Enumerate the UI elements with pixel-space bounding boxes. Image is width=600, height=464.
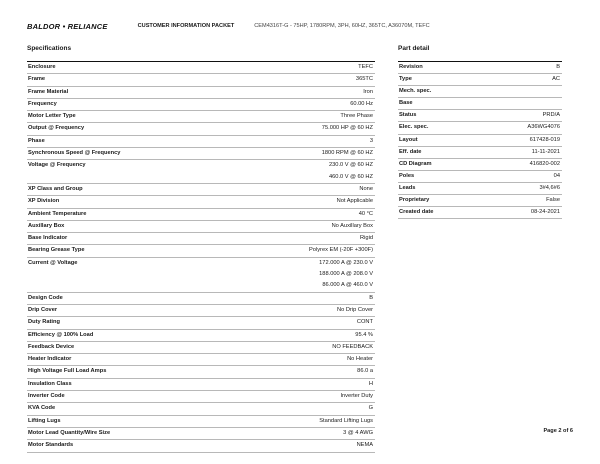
- part-values: [560, 86, 562, 97]
- spec-label: Base Indicator: [28, 235, 68, 242]
- spec-label: Frame Material: [28, 88, 69, 95]
- part-label: Revision: [399, 64, 423, 70]
- spec-row: [27, 391, 375, 403]
- spec-value: No Heater: [347, 356, 373, 363]
- spec-value: CONT: [356, 319, 373, 326]
- spec-values: [309, 245, 375, 256]
- spec-value: Rigid: [360, 235, 373, 242]
- part-detail-title: Part detail: [398, 45, 430, 52]
- part-values: [554, 171, 562, 182]
- part-values: [556, 62, 562, 73]
- spec-label: XP Class and Group: [28, 185, 83, 192]
- spec-values: [329, 160, 375, 183]
- spec-value: 3 @ 4 AWG: [343, 429, 373, 436]
- spec-row: [27, 379, 375, 391]
- spec-value: 365TC: [355, 76, 373, 83]
- spec-label: KVA Code: [28, 405, 56, 412]
- spec-row: [27, 330, 375, 342]
- part-values: [546, 195, 562, 206]
- spec-values: [369, 403, 375, 414]
- spec-row: [27, 354, 375, 366]
- spec-values: [363, 87, 375, 98]
- spec-row: [27, 366, 375, 378]
- spec-value: 172.000 A @ 230.0 V: [319, 259, 373, 266]
- spec-label: Design Code: [28, 294, 63, 301]
- spec-label: XP Division: [28, 198, 60, 205]
- part-label: CD Diagram: [399, 160, 432, 167]
- spec-label: Current @ Voltage: [28, 259, 78, 266]
- part-label: Layout: [399, 136, 418, 143]
- spec-row: [27, 416, 375, 428]
- spec-values: [370, 136, 375, 147]
- part-label: Base: [399, 100, 413, 107]
- part-value: 3#4,6#6: [539, 184, 560, 191]
- part-row: [398, 183, 562, 195]
- part-row: [398, 110, 562, 122]
- spec-row: [27, 233, 375, 245]
- spec-row: [27, 148, 375, 160]
- spec-value: H: [368, 380, 373, 387]
- part-row: [398, 195, 562, 207]
- spec-label: Lifting Lugs: [28, 417, 61, 424]
- spec-label: Heater Indicator: [28, 356, 72, 363]
- document-header: [27, 20, 587, 32]
- spec-row: [27, 184, 375, 196]
- spec-row: [27, 221, 375, 233]
- spec-values: [369, 293, 375, 304]
- spec-row: [27, 305, 375, 317]
- part-value: A36WG4076: [527, 124, 560, 131]
- specifications-title: Specifications: [27, 45, 72, 52]
- part-label: Created date: [399, 209, 434, 216]
- spec-label: Frequency: [28, 100, 57, 107]
- spec-values: [332, 342, 375, 353]
- part-values: [560, 98, 562, 109]
- spec-value: Not Applicable: [336, 198, 373, 205]
- spec-value: 188.000 A @ 208.0 V: [319, 271, 373, 278]
- spec-value: TEFC: [358, 64, 373, 70]
- part-row: [398, 171, 562, 183]
- part-label: Eff. date: [399, 148, 422, 155]
- spec-values: [332, 221, 375, 232]
- spec-row: [27, 258, 375, 293]
- spec-values: [357, 317, 375, 328]
- spec-label: Enclosure: [28, 64, 56, 70]
- part-value: B: [556, 64, 560, 70]
- spec-label: Auxillary Box: [28, 222, 65, 229]
- spec-row: [27, 136, 375, 148]
- spec-value: Three Phase: [340, 113, 373, 120]
- spec-values: [337, 305, 375, 316]
- spec-value: None: [359, 185, 373, 192]
- part-values: [531, 207, 562, 218]
- spec-value: 95.4 %: [355, 331, 373, 338]
- spec-values: [360, 233, 375, 244]
- spec-values: [359, 184, 375, 195]
- spec-label: Motor Lead Quantity/Wire Size: [28, 429, 111, 436]
- spec-values: [347, 354, 375, 365]
- spec-label: Inverter Code: [28, 393, 65, 400]
- spec-row: [27, 403, 375, 415]
- spec-row: [27, 209, 375, 221]
- spec-values: [340, 391, 375, 402]
- page-number: Page 2 of 6: [543, 428, 573, 434]
- part-values: [530, 159, 562, 170]
- spec-label: Ambient Temperature: [28, 210, 87, 217]
- spec-value: Inverter Duty: [340, 393, 373, 400]
- spec-values: [357, 366, 375, 377]
- part-row: [398, 207, 562, 219]
- part-row: [398, 74, 562, 86]
- spec-values: [337, 196, 375, 207]
- part-value: 617428-019: [529, 136, 560, 143]
- part-value: False: [546, 197, 560, 204]
- spec-value: 86.000 A @ 460.0 V: [322, 282, 373, 289]
- part-values: [530, 135, 562, 146]
- part-row: [398, 62, 562, 74]
- part-row: [398, 122, 562, 134]
- spec-label: Drip Cover: [28, 306, 58, 313]
- spec-label: Insulation Class: [28, 380, 72, 387]
- spec-row: [27, 62, 375, 74]
- spec-value: No Auxillary Box: [331, 222, 373, 229]
- spec-values: [369, 379, 375, 390]
- part-value: PRD/A: [542, 112, 560, 119]
- spec-label: Efficiency @ 100% Load: [28, 331, 94, 338]
- document-subtitle: CEM4316T-G - 75HP, 1780RPM, 3PH, 60HZ, 365TC, A36070M, TEFC: [254, 23, 430, 29]
- spec-values: [319, 416, 375, 427]
- spec-values: [356, 74, 375, 85]
- spec-value: NO FEEDBACK: [332, 343, 373, 350]
- part-value: 416820-002: [529, 160, 560, 167]
- spec-value: Standard Lifting Lugs: [319, 417, 373, 424]
- part-row: [398, 159, 562, 171]
- spec-label: Motor Letter Type: [28, 113, 76, 120]
- spec-label: Synchronous Speed @ Frequency: [28, 150, 121, 157]
- spec-label: Output @ Frequency: [28, 125, 85, 132]
- spec-row: [27, 74, 375, 86]
- spec-row: [27, 342, 375, 354]
- spec-value: G: [368, 405, 373, 412]
- part-label: Type: [399, 76, 412, 83]
- spec-value: B: [369, 294, 373, 301]
- spec-values: [322, 148, 375, 159]
- brand-logo: BALDOR • RELIANCE: [27, 21, 108, 31]
- spec-value: Polyrex EM (-20F +300F): [308, 247, 373, 254]
- spec-values: [322, 123, 375, 134]
- spec-row: [27, 196, 375, 208]
- spec-value: 60.00 Hz: [350, 100, 373, 107]
- specifications-table: [27, 61, 375, 453]
- spec-row: [27, 293, 375, 305]
- spec-values: [319, 258, 375, 292]
- spec-values: [343, 428, 375, 439]
- spec-label: Voltage @ Frequency: [28, 162, 86, 169]
- part-values: [552, 74, 562, 85]
- spec-row: [27, 99, 375, 111]
- spec-value: Iron: [363, 88, 373, 95]
- part-row: [398, 86, 562, 98]
- document-title: CUSTOMER INFORMATION PACKET: [137, 23, 235, 29]
- spec-row: [27, 245, 375, 257]
- spec-value: 3: [369, 137, 373, 144]
- part-values: [532, 147, 562, 158]
- spec-value: No Drip Cover: [336, 306, 373, 313]
- spec-values: [340, 111, 375, 122]
- part-label: Poles: [399, 172, 415, 179]
- spec-label: Motor Standards: [28, 442, 74, 449]
- spec-value: 86.0 a: [357, 368, 373, 375]
- spec-row: [27, 428, 375, 440]
- part-row: [398, 135, 562, 147]
- part-values: [527, 122, 562, 133]
- spec-label: Feedback Device: [28, 343, 75, 350]
- spec-label: Phase: [28, 137, 45, 144]
- part-value: 04: [553, 172, 560, 179]
- spec-values: [357, 440, 375, 451]
- part-label: Elec. spec.: [399, 124, 429, 131]
- part-value: 11-11-2021: [531, 148, 560, 155]
- spec-row: [27, 111, 375, 123]
- part-value: 08-24-2021: [530, 209, 560, 216]
- part-label: Mech. spec.: [399, 88, 432, 95]
- part-row: [398, 98, 562, 110]
- spec-values: [359, 209, 375, 220]
- spec-value: 1800 RPM @ 60 HZ: [321, 150, 373, 157]
- part-detail-table: [398, 61, 562, 219]
- spec-row: [27, 317, 375, 329]
- part-label: Proprietary: [399, 197, 430, 204]
- spec-value: 460.0 V @ 60 HZ: [328, 173, 373, 180]
- spec-row: [27, 87, 375, 99]
- spec-label: Bearing Grease Type: [28, 247, 85, 254]
- spec-values: [355, 330, 375, 341]
- spec-value: NEMA: [356, 442, 373, 449]
- part-label: Status: [399, 112, 417, 119]
- part-value: AC: [552, 76, 560, 83]
- spec-label: High Voltage Full Load Amps: [28, 368, 107, 375]
- spec-value: 230.0 V @ 60 HZ: [328, 162, 373, 169]
- spec-row: [27, 123, 375, 135]
- spec-row: [27, 440, 375, 452]
- spec-value: 40 °C: [358, 210, 373, 217]
- part-values: [543, 110, 562, 121]
- spec-value: 75.000 HP @ 60 HZ: [321, 125, 373, 132]
- part-values: [539, 183, 562, 194]
- spec-label: Duty Rating: [28, 319, 60, 326]
- spec-values: [358, 62, 375, 73]
- spec-row: [27, 160, 375, 184]
- part-label: Leads: [399, 184, 416, 191]
- part-row: [398, 147, 562, 159]
- spec-label: Frame: [28, 76, 46, 83]
- spec-values: [350, 99, 375, 110]
